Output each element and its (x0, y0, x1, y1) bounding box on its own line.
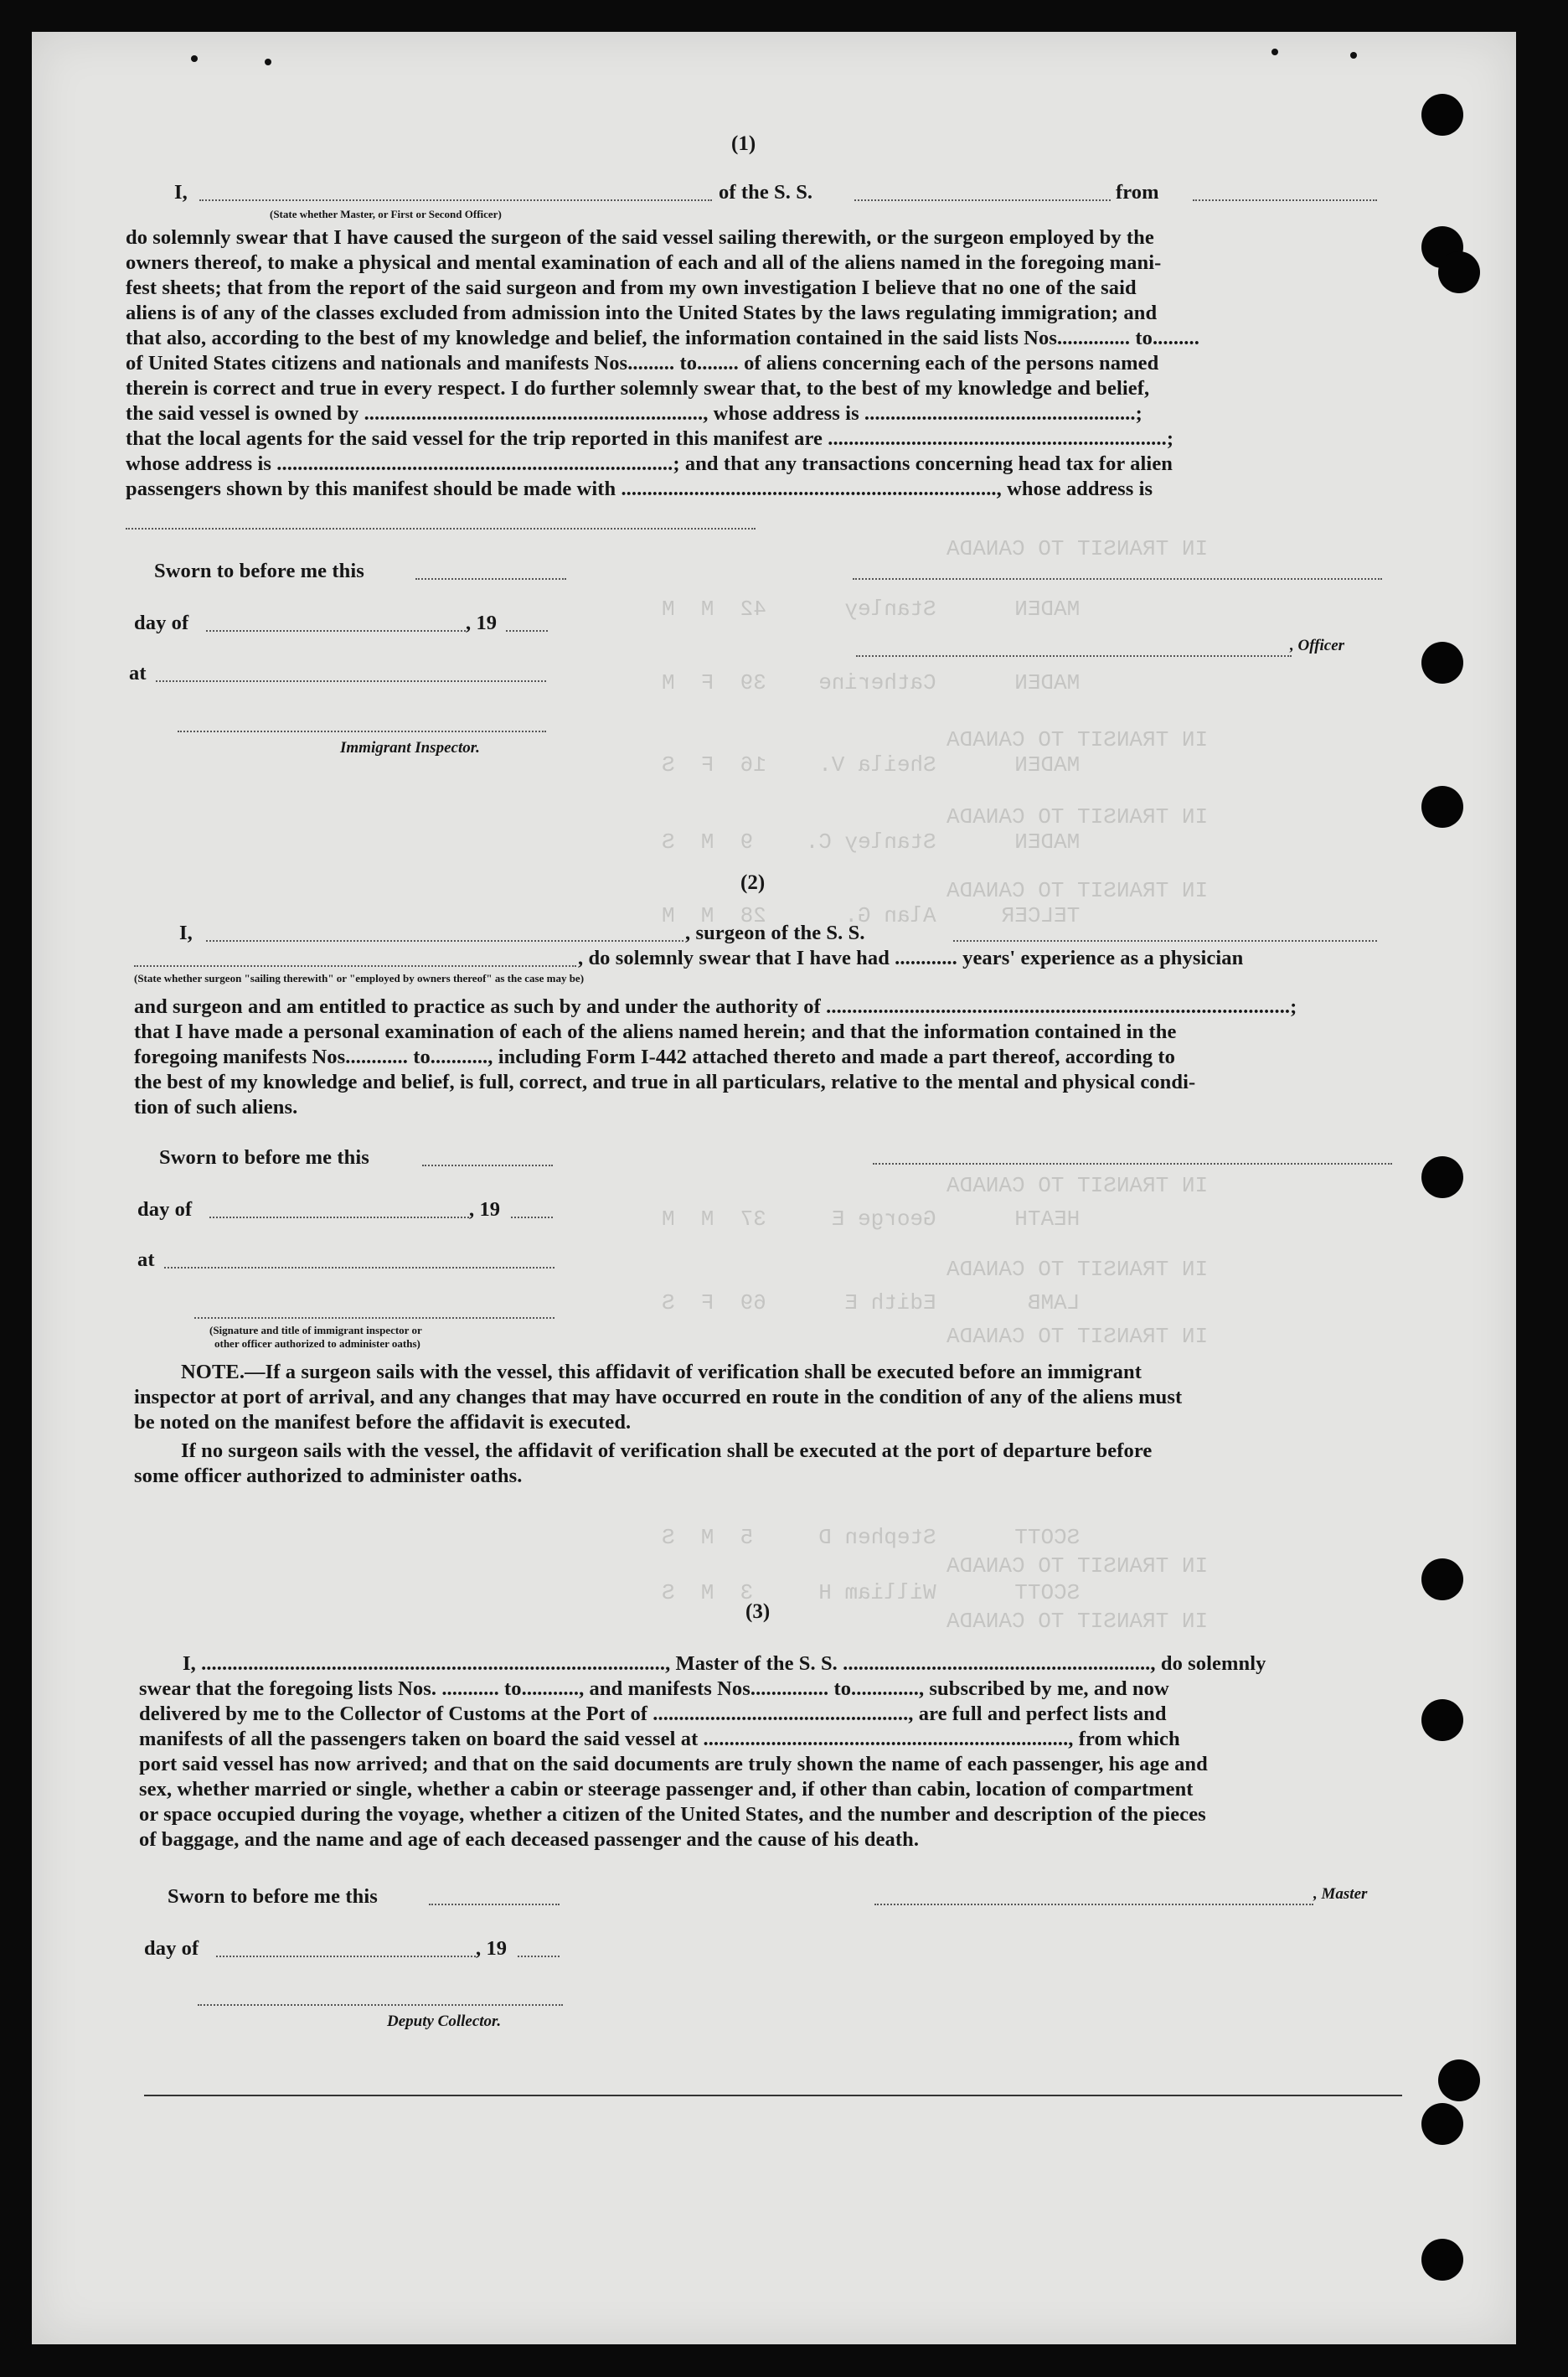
binder-hole (1421, 642, 1463, 684)
officer-title-field[interactable] (199, 199, 712, 201)
bleed-line: HEATH George E 37 M M (662, 1207, 1081, 1232)
signature-caption: (Signature and title of immigrant inspector or (209, 1324, 422, 1336)
bleed-line: IN TRANSIT TO CANADA (946, 878, 1209, 903)
at-field[interactable] (156, 680, 546, 682)
speck (191, 55, 198, 62)
bleed-line: SCOTT Stephen D 5 M S (662, 1525, 1081, 1550)
officer-signature-field[interactable] (853, 578, 1382, 580)
officer-name-field[interactable] (856, 655, 1292, 657)
bleed-line: MADEN Stanley 42 M M (662, 597, 1081, 622)
day-label: day of (137, 1198, 193, 1221)
sworn-date-field[interactable] (415, 578, 566, 580)
oath-text: whose address is ............................................................................; and that any transactions concerning head tax for alien (126, 452, 1173, 475)
vessel-name-field[interactable] (854, 199, 1111, 201)
day-field[interactable] (209, 1217, 469, 1218)
oath-prefix: I, (174, 181, 188, 204)
master-signature-field[interactable] (874, 1904, 1313, 1905)
master-oath-text: of baggage, and the name and age of each deceased passenger and the cause of his death. (139, 1828, 920, 1851)
binder-hole (1421, 1699, 1463, 1741)
surgeon-vessel-label: , surgeon of the S. S. (685, 922, 865, 944)
surgeon-oath-text: the best of my knowledge and belief, is full, correct, and true in all particulars, relative to the mental and physical condi- (134, 1071, 1196, 1093)
year-field[interactable] (506, 630, 548, 632)
year-label: , 19 (469, 1198, 501, 1221)
from-label: from (1116, 181, 1159, 204)
surgeon-oath-text: that I have made a personal examination of each of the aliens named herein; and that the information contained in the (134, 1021, 1177, 1043)
day-label: day of (144, 1937, 199, 1960)
surgeon-oath-text: and surgeon and am entitled to practice as such by and under the authority of .........................................................................................; (134, 995, 1297, 1018)
binder-hole (1438, 2059, 1480, 2101)
bleed-line: IN TRANSIT TO CANADA (946, 727, 1209, 752)
surgeon-vessel-field[interactable] (953, 940, 1377, 942)
surgeon-oath-text: tion of such aliens. (134, 1096, 298, 1119)
oath-text: fest sheets; that from the report of the said surgeon and from my own investigation I believe that no one of the said (126, 276, 1137, 299)
speck (265, 59, 271, 65)
master-caption: , Master (1313, 1885, 1368, 1903)
day-field[interactable] (216, 1956, 476, 1957)
sworn-label: Sworn to before me this (159, 1146, 369, 1169)
section-number: (1) (731, 132, 756, 155)
note-text: some officer authorized to administer oaths. (134, 1465, 523, 1487)
bleed-line: LAMB Edith E 69 F S (662, 1290, 1081, 1315)
speck (1350, 52, 1357, 59)
collector-signature-field[interactable] (198, 2004, 563, 2006)
sworn-date-field[interactable] (422, 1165, 553, 1166)
oath-prefix: I, (179, 922, 193, 944)
bleed-line: IN TRANSIT TO CANADA (946, 804, 1209, 829)
surgeon-name-field[interactable] (206, 940, 683, 942)
surgeon-signature-field[interactable] (873, 1163, 1392, 1165)
binder-hole (1438, 251, 1480, 293)
oath-text: aliens is of any of the classes excluded from admission into the United States by the laws regulating immigration; and (126, 302, 1158, 324)
section-number: (2) (740, 871, 766, 894)
master-oath-text: sex, whether married or single, whether a cabin or steerage passenger and, if other than cabin, location of compartment (139, 1778, 1194, 1801)
bleed-line: IN TRANSIT TO CANADA (946, 1553, 1209, 1579)
speck (1271, 49, 1278, 55)
bleed-line: MADEN Stanley C. 9 M S (662, 829, 1081, 855)
binder-hole (1421, 2103, 1463, 2145)
inspector-caption: Immigrant Inspector. (340, 739, 480, 757)
oath-text: therein is correct and true in every respect. I do further solemnly swear that, to the best of my knowledge and belief, (126, 377, 1150, 400)
bleed-line: IN TRANSIT TO CANADA (946, 1173, 1209, 1198)
master-oath-text: swear that the foregoing lists Nos. ........... to..........., and manifests Nos............... to............., subscribed by me, and now (139, 1677, 1169, 1700)
at-label: at (129, 662, 147, 685)
day-field[interactable] (206, 630, 466, 632)
master-oath-text: manifests of all the passengers taken on board the said vessel at ......................................................................, from which (139, 1728, 1180, 1750)
oath-text: that also, according to the best of my knowledge and belief, the information contained in the said lists Nos.............. to......... (126, 327, 1199, 349)
section-number: (3) (745, 1600, 771, 1623)
binder-hole (1421, 94, 1463, 136)
year-field[interactable] (518, 1956, 560, 1957)
signature-caption: other officer authorized to administer oaths) (214, 1337, 420, 1350)
inspector-signature-field[interactable] (194, 1317, 554, 1319)
oath-text: do solemnly swear that I have caused the surgeon of the said vessel sailing therewith, or the surgeon employed by the (126, 226, 1154, 249)
from-port-field[interactable] (1193, 199, 1377, 201)
oath-text: owners thereof, to make a physical and mental examination of each and all of the aliens named in the foregoing mani- (126, 251, 1162, 274)
officer-caption: , Officer (1290, 637, 1345, 654)
surgeon-status-field[interactable] (134, 965, 576, 967)
binder-hole (1421, 1156, 1463, 1198)
bottom-rule (144, 2095, 1402, 2096)
surgeon-oath-text: , do solemnly swear that I have had ............ years' experience as a physician (578, 947, 1244, 969)
at-label: at (137, 1248, 155, 1271)
bleed-line: IN TRANSIT TO CANADA (946, 1324, 1209, 1349)
oath-text: passengers shown by this manifest should be made with ........................................................................, whose address is (126, 478, 1153, 500)
note-text: NOTE.—If a surgeon sails with the vessel, this affidavit of verification shall be executed before an immigrant (181, 1361, 1142, 1383)
vessel-prefix: of the S. S. (719, 181, 813, 204)
at-field[interactable] (164, 1267, 554, 1269)
bleed-line: MADEN Sheila V. 16 F S (662, 752, 1081, 778)
oath-text: the said vessel is owned by ................................................................., whose address is ....................................................; (126, 402, 1142, 425)
bleed-line: IN TRANSIT TO CANADA (946, 536, 1209, 561)
note-text: be noted on the manifest before the affidavit is executed. (134, 1411, 632, 1434)
inspector-signature-field[interactable] (178, 731, 546, 732)
master-oath-text: or space occupied during the voyage, whether a citizen of the United States, and the number and description of the pieces (139, 1803, 1206, 1826)
day-label: day of (134, 612, 189, 634)
address-field[interactable] (126, 528, 756, 530)
master-oath-text: I, ........................................................................................., Master of the S. S. ..........................................................., do solemnly (183, 1652, 1266, 1675)
bleed-line: IN TRANSIT TO CANADA (946, 1609, 1209, 1634)
bleed-line: SCOTT William H 3 M S (662, 1580, 1081, 1605)
master-oath-text: delivered by me to the Collector of Customs at the Port of ................................................., are full and perfect lists and (139, 1703, 1167, 1725)
bleed-line: TELCER Alan G. 28 M M (662, 903, 1081, 928)
binder-hole (1421, 786, 1463, 828)
bleed-line: MADEN Catherine 39 F M (662, 670, 1081, 695)
oath-text: of United States citizens and nationals and manifests Nos......... to........ of aliens concerning each of the persons named (126, 352, 1159, 375)
surgeon-oath-text: foregoing manifests Nos............ to..........., including Form I-442 attached thereto and made a part thereof, according to (134, 1046, 1175, 1068)
surgeon-status-caption: (State whether surgeon "sailing therewith" or "employed by owners thereof" as the case may be) (134, 972, 585, 984)
year-label: , 19 (466, 612, 498, 634)
collector-caption: Deputy Collector. (387, 2013, 502, 2030)
oath-text: that the local agents for the said vessel for the trip reported in this manifest are .................................................................; (126, 427, 1174, 450)
sworn-label: Sworn to before me this (154, 560, 364, 582)
sworn-label: Sworn to before me this (168, 1885, 378, 1908)
note-text: inspector at port of arrival, and any changes that may have occurred en route in the condition of any of the aliens must (134, 1386, 1183, 1408)
sworn-date-field[interactable] (429, 1904, 560, 1905)
bleed-line: IN TRANSIT TO CANADA (946, 1257, 1209, 1282)
officer-title-caption: (State whether Master, or First or Second Officer) (270, 208, 502, 220)
master-oath-text: port said vessel has now arrived; and that on the said documents are truly shown the name of each passenger, his age and (139, 1753, 1208, 1775)
binder-hole (1421, 1558, 1463, 1600)
binder-hole (1421, 2239, 1463, 2281)
year-label: , 19 (476, 1937, 508, 1960)
year-field[interactable] (511, 1217, 553, 1218)
note-text: If no surgeon sails with the vessel, the affidavit of verification shall be executed at the port of departure before (181, 1439, 1153, 1462)
